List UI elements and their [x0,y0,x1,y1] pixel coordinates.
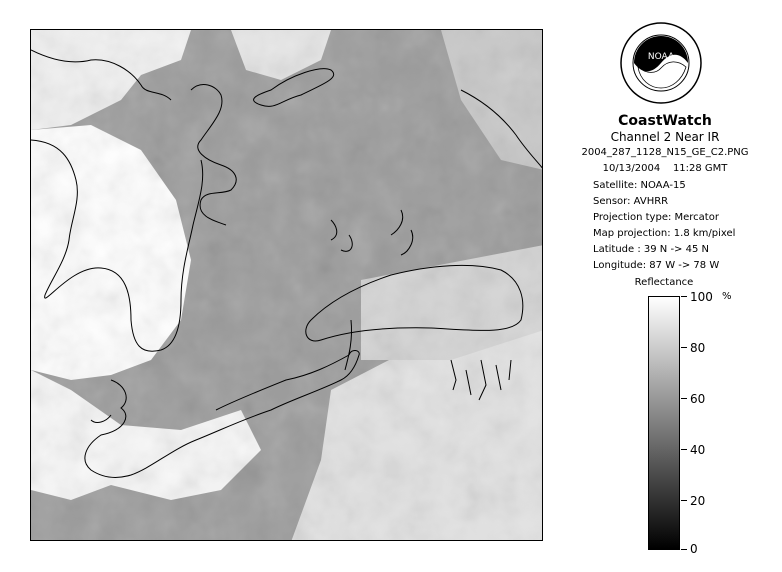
legend-tick-label: 80 [690,341,706,355]
legend-unit: % [722,291,732,302]
map-image [31,30,543,541]
legend-tick-label: 100 [690,290,713,304]
legend-tick [681,347,687,348]
legend-tick-label: 0 [690,542,698,556]
noaa-logo [620,22,702,104]
satellite-label: Satellite: NOAA-15 [593,180,686,191]
channel-label: Channel 2 Near IR [610,130,720,144]
legend-tick-label: 20 [690,494,706,508]
legend-tick-label: 40 [690,443,706,457]
projection-type-label: Projection type: Mercator [593,212,719,223]
legend-tick [681,549,687,550]
sensor-label: Sensor: AVHRR [593,196,669,207]
noaa-seal [620,22,702,104]
satellite-image-map [30,29,543,541]
legend-tick [681,449,687,450]
brand-title: CoastWatch [618,113,712,129]
svg-text:NOAA: NOAA [647,52,675,62]
legend-tick-label: 60 [690,392,706,406]
acquisition-datetime [570,164,760,174]
map-projection-label: Map projection: 1.8 km/pixel [593,228,736,239]
legend-tick [681,296,687,297]
cloud-texture [31,30,543,541]
acquisition-date: 10/13/2004 [602,163,661,174]
acquisition-time: 11:28 GMT [672,163,728,174]
longitude-label: Longitude: 87 W -> 78 W [593,260,720,271]
file-name: 2004_287_1128_N15_GE_C2.PNG [581,147,749,158]
latitude-label: Latitude : 39 N -> 45 N [593,244,709,255]
legend-tick [681,398,687,399]
legend-title: Reflectance [634,277,694,288]
reflectance-colorbar [648,296,680,550]
legend-tick [681,500,687,501]
